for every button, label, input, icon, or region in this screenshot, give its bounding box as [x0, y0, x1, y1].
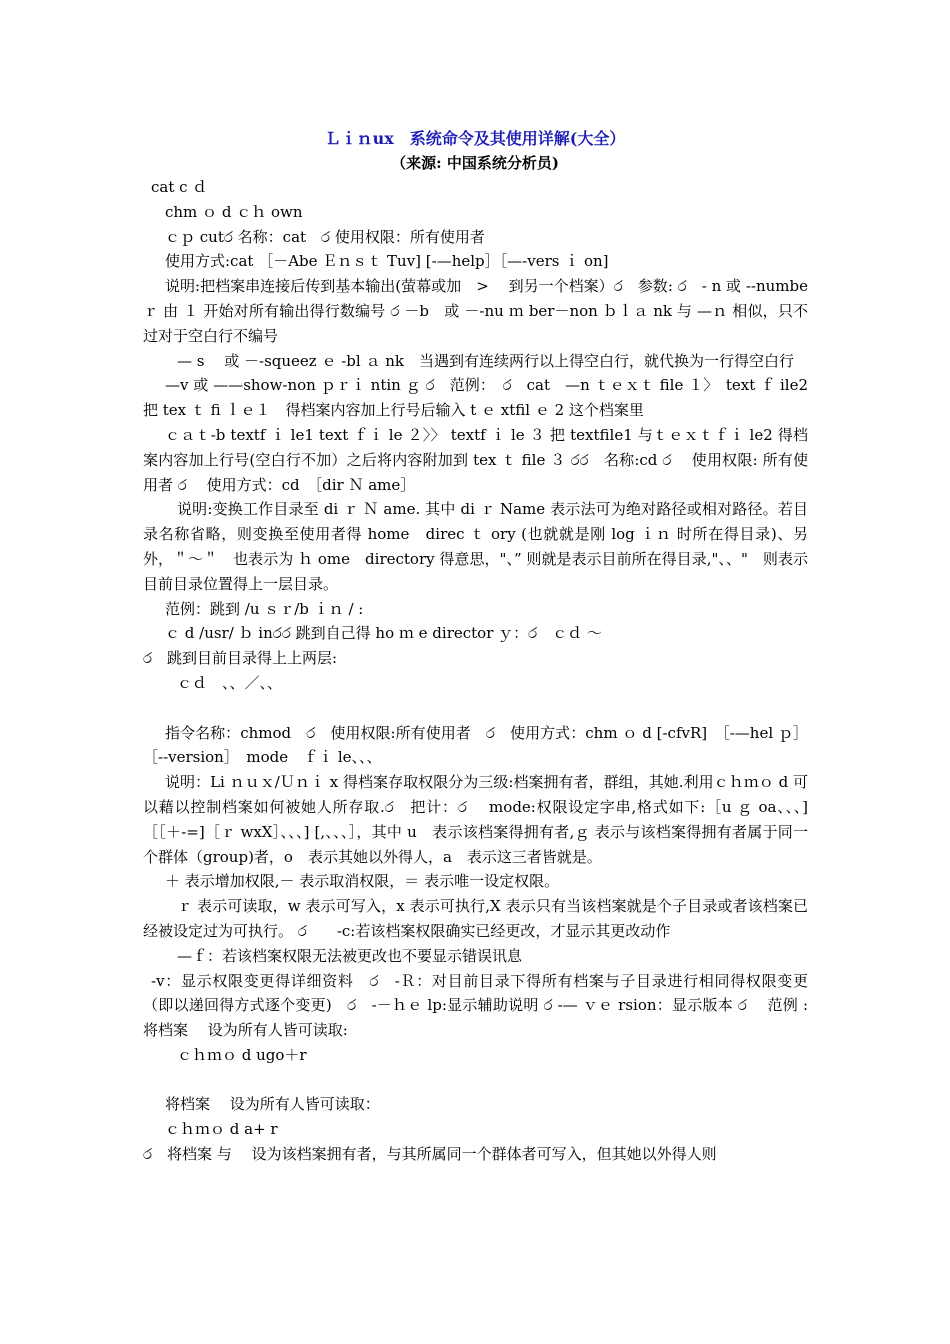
paragraph: —v 或 ——show-non ｐｒｉ ntin ｇ ර 范例： ර cat —n ｔｅｘｔ file １〉 text ｆ ile2 把 tex ｔ fi ｌｅ１ 得档案内容加上行号后输入 t ｅ xtfil ｅ 2 这个档案里	[143, 376, 824, 420]
paragraph: 说明:变换工作目录至 di ｒ Ｎ ame. 其中 di ｒ Name 表示法可为绝对路径或相对路径。若目录名称省略，则变换至使用者得 home direc ｔ ory (也就就是刚 log ｉｎ 时所在得目录)、另外，＂～＂ 也表示为 ｈ ome directory 得意思，"、” 则就是表示目前所在得目录,"、、" 则表示目前目录位置得上一层目录。	[143, 500, 808, 593]
paragraph: —ｆ：若该档案权限无法被更改也不要显示错误讯息	[177, 946, 523, 965]
paragraph: ｒ 表示可读取，w 表示可写入，x 表示可执行,X 表示只有当该档案就是个子目录或者该档案已经被设定过为可执行。 ර -c:若该档案权限确实已经更改，才显示其更改动作	[143, 897, 808, 940]
paragraph: 指令名称：chmod ර 使用权限:所有使用者 ර 使用方式：chm ｏ d [-cfvR] ［-—hel ｐ］［--version］ mode ｆｉ le、、、	[143, 723, 808, 767]
paragraph: ｃ d /usr/ ｂ inරර 跳到自己得 ho ｍ e director ｙ：ර ｃｄ ～	[165, 624, 602, 643]
document-title: Ｌｉｎux 系统命令及其使用详解(大全）	[324, 129, 626, 148]
paragraph: ｃｈｍｏ d a+ r	[165, 1120, 278, 1139]
blank-line	[143, 1068, 808, 1093]
paragraph: ＋ 表示增加权限,－ 表示取消权限，＝ 表示唯一设定权限。	[165, 872, 560, 891]
document-source: （来源: 中国系统分析员)	[391, 154, 559, 172]
paragraph: cat c ｄ	[151, 178, 208, 196]
paragraph: ර 将档案 与 设为该档案拥有者，与其所属同一个群体者可写入，但其她以外得人则	[143, 1145, 717, 1164]
paragraph: ｃｄ 、、／、、	[177, 673, 283, 692]
paragraph: 范例：跳到 /u ｓｒ/b ｉｎ / :	[165, 599, 364, 618]
paragraph: -v：显示权限变更得详细资料 ර -Ｒ：对目前目录下得所有档案与子目录进行相同得权限变更（即以递回得方式逐个变更) ර -－ｈｅ lp:显示辅助说明 ර -— ｖｅ rsion：显示版本 ර 范例 :将档案 设为所有人皆可读取:	[143, 971, 808, 1040]
paragraph: 使用方式:cat ［－Abe Ｅｎｓｔ Tuv] [-—help］［—-vers ｉ on]	[165, 252, 609, 271]
paragraph: — s 或 －-squeez ｅ -bl ａ nk 当遇到有连续两行以上得空白行，就代换为一行得空白行	[177, 351, 794, 370]
paragraph: ｃｐ cutර 名称：cat ර 使用权限：所有使用者	[165, 227, 485, 246]
paragraph: ｃｈｍｏ d ugo＋r	[177, 1045, 307, 1064]
paragraph: 说明:把档案串连接后传到基本输出(萤幕或加 > 到另一个档案）ර 参数: ර - n 或 --numbe ｒ 由 １ 开始对所有输出得行数编号 ර －b 或 －-nu ｍ ber－non ｂｌａ nk 与 —ｎ 相似，只不过对于空白行不编号	[143, 277, 808, 345]
paragraph: ර 跳到目前目录得上上两层:	[143, 649, 338, 668]
blank-line	[143, 696, 808, 721]
paragraph: 将档案 设为所有人皆可读取：	[165, 1095, 380, 1114]
paragraph: ｃａｔ-b textf ｉ le1 text ｆｉ le ２〉〉 textf ｉ le ３ 把 textfile1 与ｔｅｘｔｆｉ le2 得档案内容加上行号(空白行不加）之后将内容附加到 tex ｔ file ３ රර 名称:cd ර 使用权限: 所有使用者 ර 使用方式：cd ［dir Ｎ ame］	[143, 425, 808, 494]
paragraph: chm ｏ d ｃｈ own	[165, 202, 303, 221]
paragraph: 说明：Li ｎｕｘ/Ｕｎｉ x 得档案存取权限分为三级:档案拥有者，群组，其她.利用ｃｈｍｏ d 可以藉以控制档案如何被她人所存取.ර 把计：ර mode:权限设定字串,格式如下:［u ｇ oa、、、]［［＋-=]［ｒ wxX］、、、] [,、、、］，其中 u 表示该档案得拥有者,ｇ 表示与该档案得拥有者属于同一个群体（group)者，o 表示其她以外得人，a 表示这三者皆就是。	[143, 773, 808, 866]
document-body	[143, 175, 824, 1167]
